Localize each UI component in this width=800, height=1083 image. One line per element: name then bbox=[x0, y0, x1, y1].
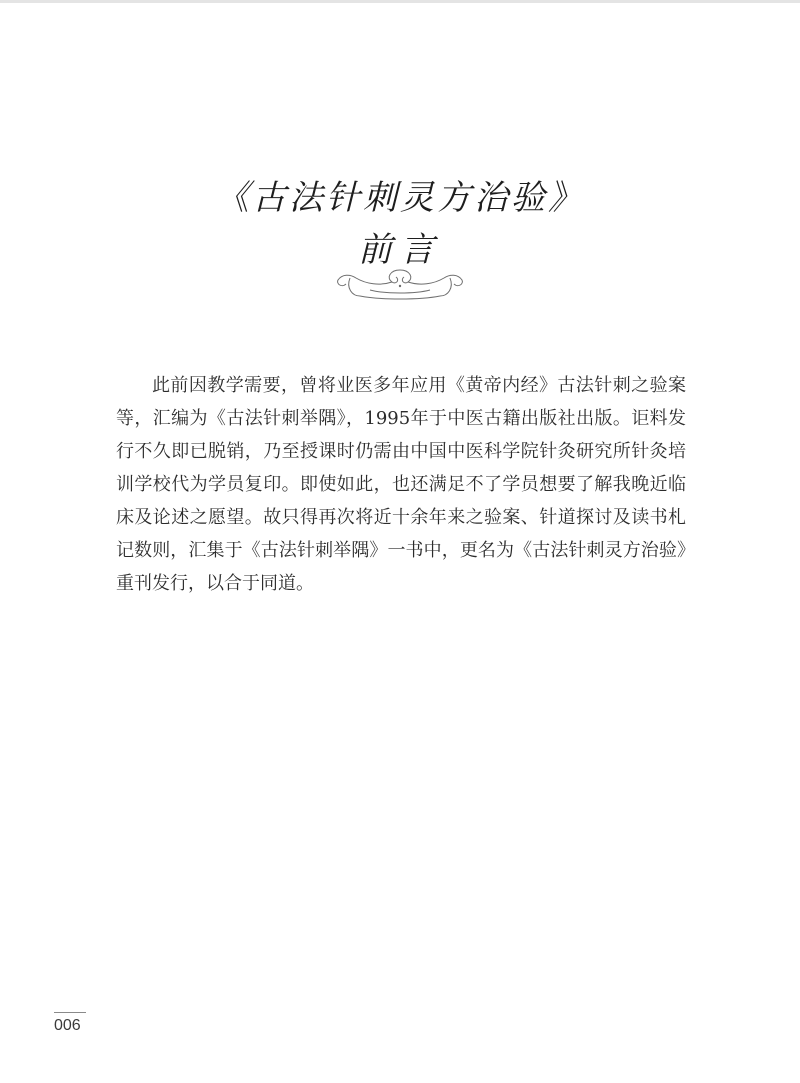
book-title: 《古法针刺灵方治验》 bbox=[215, 178, 585, 218]
preface-paragraph: 此前因教学需要，曾将业医多年应用《黄帝内经》古法针刺之验案等，汇编为《古法针刺举隅》，1995年于中医古籍出版社出版。讵料发行不久即已脱销，乃至授课时仍需由中国中医科学院针灸研究所针灸培训学校代为学员复印。即使如此，也还满足不了学员想要了解我晚近临床及论述之愿望。故只得再次将近十余年来之验案、针道探讨及读书札记数则，汇集于《古法针刺举隅》一书中，更名为《古法针刺灵方治验》重刊发行，以合于同道。 bbox=[116, 375, 686, 594]
scroll-flourish-icon bbox=[330, 264, 470, 304]
footer-rule bbox=[54, 1012, 86, 1013]
section-title: 前言 bbox=[358, 230, 442, 270]
page-number: 006 bbox=[54, 1017, 81, 1034]
top-border bbox=[0, 0, 800, 3]
